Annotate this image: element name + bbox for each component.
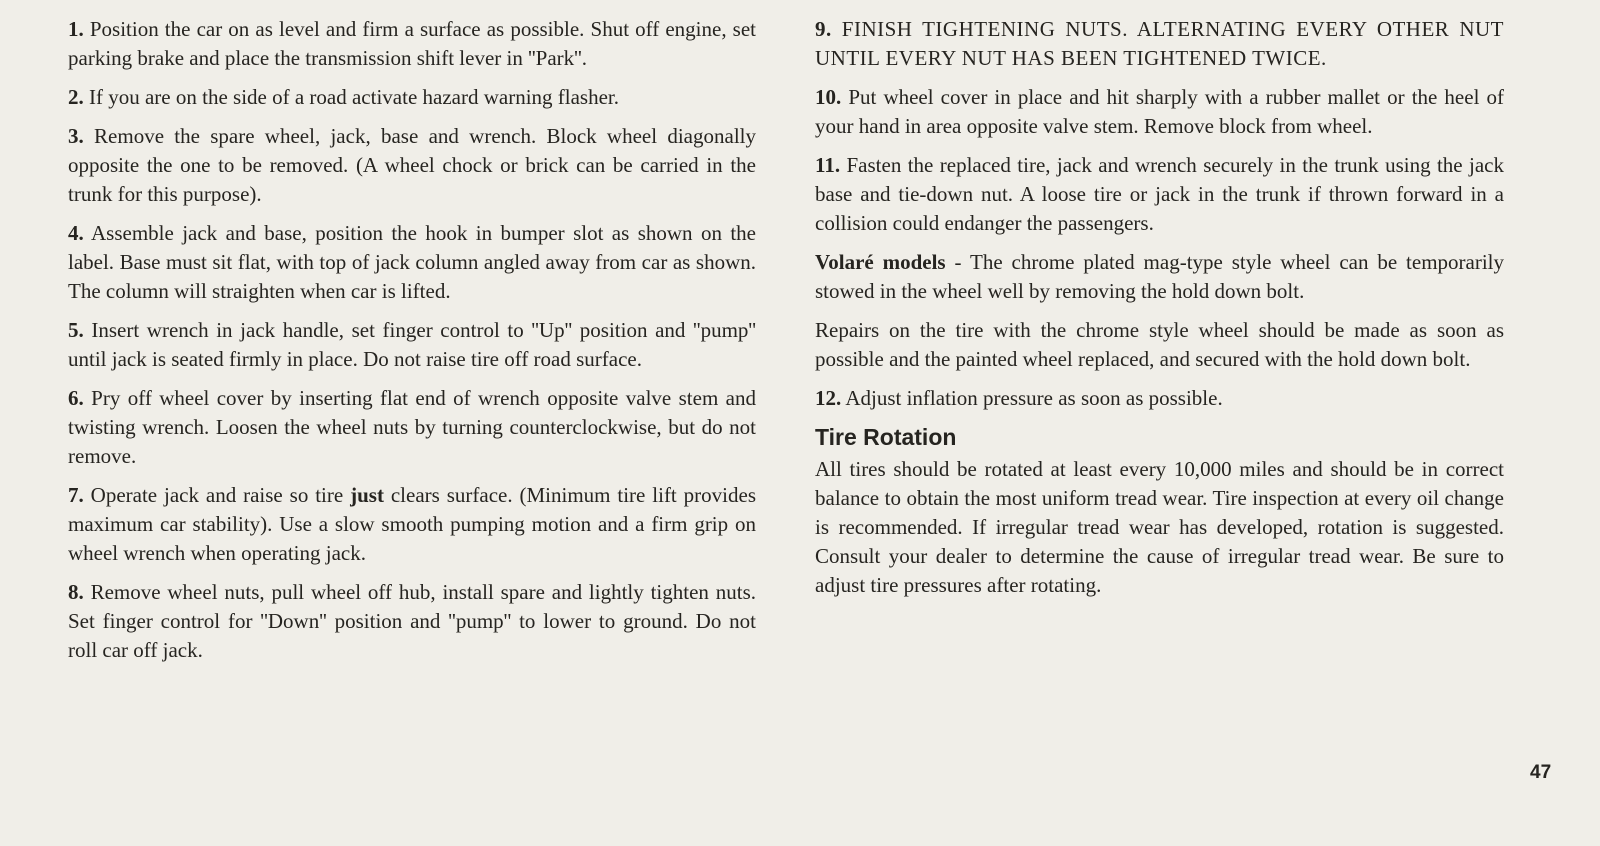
note-lead: Volaré models: [815, 250, 946, 274]
step-text: If you are on the side of a road activate hazard warning flasher.: [83, 85, 620, 109]
step-8: [68, 578, 756, 665]
step-10: [815, 83, 1504, 141]
page-number: 47: [1530, 762, 1552, 783]
step-6: [68, 384, 756, 471]
step-3: [68, 122, 756, 209]
step-9: [815, 15, 1504, 73]
left-column: [68, 15, 756, 675]
step-number: 9.: [815, 17, 832, 41]
step-text: Remove the spare wheel, jack, base and wrench. Block wheel diagonally opposite the one to be removed. (A wheel chock or brick can be carried in the trunk for this purpose).: [68, 124, 756, 206]
repairs-note: Repairs on the tire with the chrome style wheel should be made as soon as possible and the painted wheel replaced, and secured with the hold down bolt.: [815, 318, 1504, 371]
step-1: [68, 15, 756, 73]
volare-note: [815, 248, 1504, 306]
step-2: [68, 83, 756, 112]
step-number: 7.: [68, 483, 84, 507]
step-text: Put wheel cover in place and hit sharply with a rubber mallet or the heel of your hand in area opposite valve stem. Remove block from wheel.: [815, 85, 1504, 138]
step-text: Adjust inflation pressure as soon as possible.: [841, 386, 1223, 410]
step-text: Insert wrench in jack handle, set finger control to ''Up'' position and ''pump'' until jack is seated firmly in place. Do not raise tire off road surface.: [68, 318, 756, 371]
step-text: Pry off wheel cover by inserting flat end of wrench opposite valve stem and twisting wrench. Loosen the wheel nuts by turning counterclockwise, but do not remove.: [68, 386, 756, 468]
step-5: [68, 316, 756, 374]
step-number: 8.: [68, 580, 84, 604]
step-text: FINISH TIGHTENING NUTS. ALTERNATING EVERY OTHER NUT UNTIL EVERY NUT HAS BEEN TIGHTENED TWICE.: [815, 17, 1504, 70]
emphasis: just: [350, 483, 384, 507]
step-text: Fasten the replaced tire, jack and wrench securely in the trunk using the jack base and tie-down nut. A loose tire or jack in the trunk if thrown forward in a collision could endanger the passengers.: [815, 153, 1504, 235]
section-heading: Tire Rotation: [815, 424, 957, 450]
step-text: Assemble jack and base, position the hook in bumper slot as shown on the label. Base must sit flat, with top of jack column angled away from car as shown. The column will straighten when car is lifted.: [68, 221, 756, 303]
note-text: - The chrome plated mag-type style wheel can be temporarily stowed in the wheel well by removing the hold down bolt.: [815, 250, 1505, 303]
step-12: [815, 384, 1504, 413]
rotation-paragraph: All tires should be rotated at least every 10,000 miles and should be in correct balance to obtain the most uniform tread wear. Tire inspection at every oil change is recommended. If irregular tread wear has developed, rotation is suggested. Consult your dealer to determine the cause of irregular tread wear. Be sure to adjust tire pressures after rotating.: [815, 457, 1504, 597]
step-number: 2.: [68, 85, 84, 109]
step-text: clears surface. (Minimum tire lift provides maximum car stability). Use a slow smooth pumping motion and a firm grip on wheel wrench when operating jack.: [68, 483, 756, 565]
step-number: 10.: [815, 85, 842, 109]
right-column: [815, 15, 1504, 610]
step-text: Position the car on as level and firm a surface as possible. Shut off engine, set parking brake and place the transmission shift lever in ''Park''.: [68, 17, 756, 70]
step-number: 6.: [68, 386, 84, 410]
step-text: Remove wheel nuts, pull wheel off hub, install spare and lightly tighten nuts. Set finger control for ''Down'' position and ''pump'' to lower to ground. Do not roll car off jack.: [68, 580, 756, 662]
step-7: [68, 481, 756, 568]
step-11: [815, 151, 1504, 238]
step-number: 4.: [68, 221, 84, 245]
step-4: [68, 219, 756, 306]
step-number: 3.: [68, 124, 84, 148]
step-text: Operate jack and raise so tire: [83, 483, 351, 507]
step-number: 1.: [68, 17, 84, 41]
step-number: 12.: [815, 386, 842, 410]
step-number: 11.: [815, 153, 841, 177]
step-number: 5.: [68, 318, 84, 342]
